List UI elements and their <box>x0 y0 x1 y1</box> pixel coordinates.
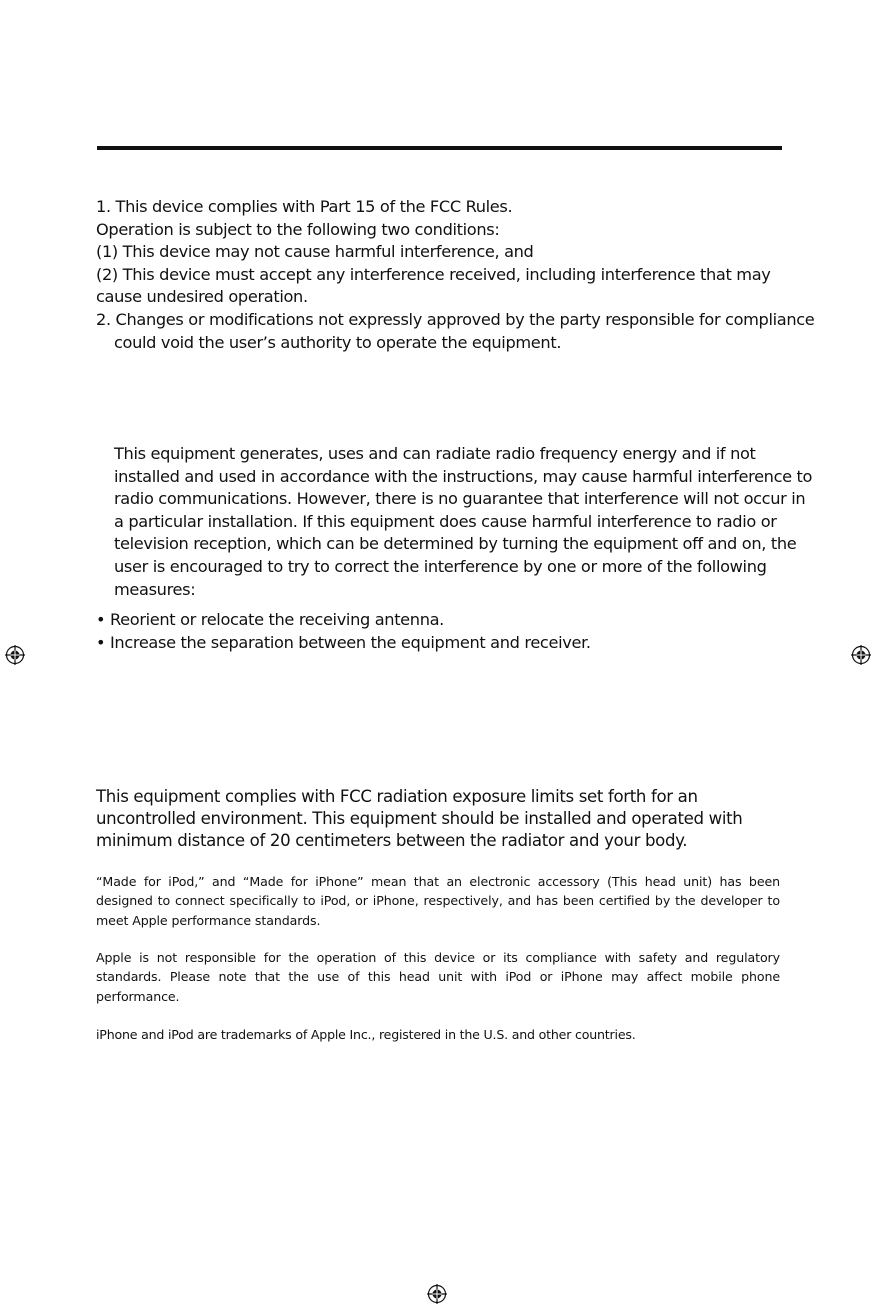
fcc-line-2: Operation is subject to the following two conditions: <box>96 219 500 239</box>
exposure-line-2: uncontrolled environment. This equipment should be installed and operated with <box>96 809 743 828</box>
fcc-line-1: 1. This device complies with Part 15 of the FCC Rules. <box>96 197 513 216</box>
interference-line-6: user is encouraged to try to correct the interference by one or more of the following <box>114 556 767 576</box>
radiation-exposure-section <box>96 786 742 852</box>
fcc-line-6: 2. Changes or modifications not expressly approved by the party responsible for compliance <box>96 309 815 329</box>
exposure-line-1: This equipment complies with FCC radiation exposure limits set forth for an <box>96 787 698 806</box>
interference-line-2: installed and used in accordance with the instructions, may cause harmful interference to <box>114 466 813 486</box>
fcc-compliance-section <box>96 196 814 354</box>
measures-list <box>96 609 591 654</box>
fcc-line-5: cause undesired operation. <box>96 287 308 307</box>
header-divider <box>97 146 782 150</box>
exposure-line-3: minimum distance of 20 centimeters between the radiator and your body. <box>96 831 688 850</box>
apple-disclaimer: Apple is not responsible for the operation of this device or its compliance with safety and regulatory standards. Please note that the use of this head unit with iPod or iPhone may affect mobile phone performance. <box>96 950 780 1004</box>
registration-mark-icon <box>427 1284 447 1304</box>
interference-line-4: a particular installation. If this equipment does cause harmful interference to radio or <box>114 511 777 531</box>
registration-mark-icon <box>851 645 871 665</box>
interference-notice-section <box>114 443 812 601</box>
interference-line-1: This equipment generates, uses and can radiate radio frequency energy and if not <box>114 444 756 463</box>
registration-mark-icon <box>5 645 25 665</box>
measure-item: • Increase the separation between the equipment and receiver. <box>96 632 591 652</box>
interference-line-7: measures: <box>114 579 196 599</box>
ipod-statement: “Made for iPod,” and “Made for iPhone” mean that an electronic accessory (This head unit) has been designed to connect specifically to iPod, or iPhone, respectively, and has been certified by the developer to meet Apple performance standards. <box>96 874 780 928</box>
trademark-notice: iPhone and iPod are trademarks of Apple Inc., registered in the U.S. and other countries. <box>96 1027 636 1042</box>
fcc-line-4: (2) This device must accept any interference received, including interference that may <box>96 264 771 284</box>
interference-line-3: radio communications. However, there is no guarantee that interference will not occur in <box>114 489 806 509</box>
measure-item: • Reorient or relocate the receiving antenna. <box>96 610 444 629</box>
fcc-line-3: (1) This device may not cause harmful interference, and <box>96 242 534 262</box>
fcc-line-7: could void the user’s authority to operate the equipment. <box>114 332 562 352</box>
interference-line-5: television reception, which can be determined by turning the equipment off and on, the <box>114 534 797 554</box>
